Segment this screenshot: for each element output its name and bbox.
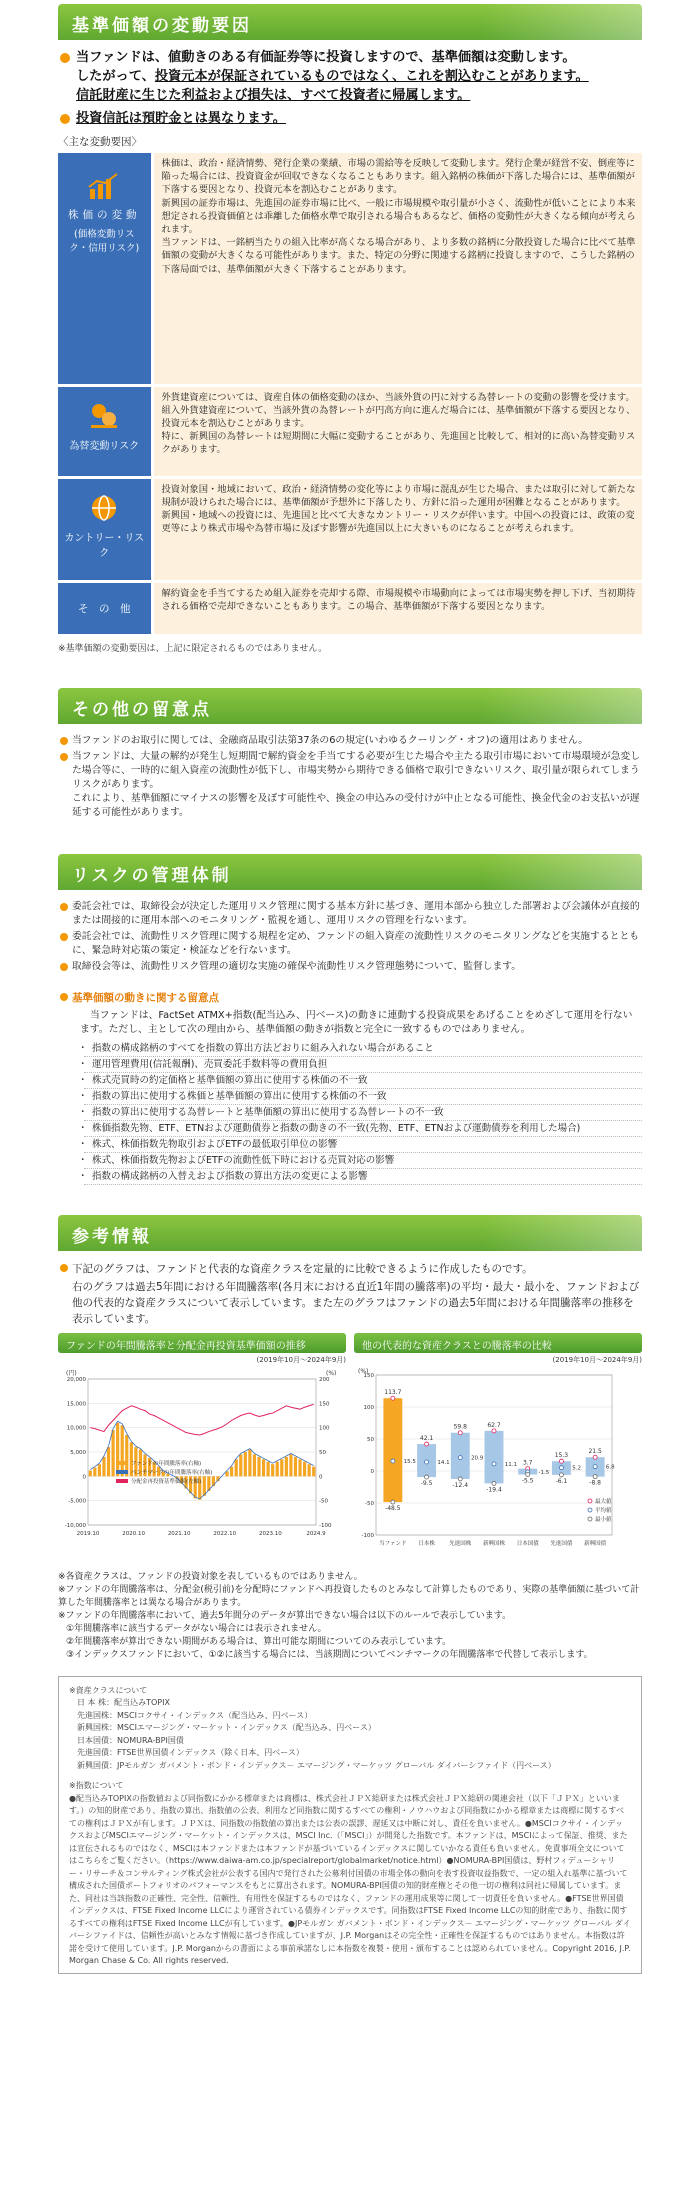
max-point xyxy=(593,1455,597,1459)
avg-label: 11.1 xyxy=(504,1461,518,1468)
reason-item: ・ 株式、株価指数先物取引およびETFの最低取引単位の影響 xyxy=(84,1137,642,1153)
left-chart-svg xyxy=(58,1365,346,1561)
y2-tick-label: 50 xyxy=(319,1449,326,1456)
risk-name: 株価の変動 xyxy=(68,209,141,221)
right-chart-title: 他の代表的な資産クラスとの騰落率の比較 xyxy=(354,1333,642,1353)
risk-row-other xyxy=(58,581,642,635)
risk-sub: (価格変動リスク・信用リスク) xyxy=(69,229,140,254)
min-point xyxy=(425,1475,429,1479)
footnote: ③インデックスファンドにおいて、①②に該当する場合には、当該期間についてベンチマークの年間騰落率で代替して表示します。 xyxy=(66,1649,593,1660)
asset-item: 先進国株：MSCIコクサイ・インデックス（配当込み、円ベース） xyxy=(77,1710,313,1720)
legend-marker xyxy=(588,1499,592,1503)
asset-item: 新興国株：MSCIエマージング・マーケット・インデックス（配当込み、円ベース） xyxy=(77,1723,376,1732)
charts-row xyxy=(58,1333,642,1565)
rm-item: 委託会社では、取締役会が決定した運用リスク管理に関する基本方針に基づき、運用本部から独立した部署および会議体が直接的または間接的に運用本部へのモニタリング・監視を通し、運用リスクの管理を行ないます。 xyxy=(58,900,642,928)
min-point xyxy=(526,1472,530,1476)
fund-return-bar xyxy=(102,1456,105,1475)
fund-return-bar xyxy=(262,1459,265,1476)
fine-text: ●配当込みTOPIXの指数値および同指数にかかる標章または商標は、株式会社ＪＰＸ総研または株式会社ＪＰＸ総研の関連会社（以下「ＪＰＸ」といいます。）の知的財産であり、指数の算出、指数値の公表、利用など同指数に関するすべての権利・ノウハウおよび同指数にかかる標章または商標に関するすべての権利はＪＰＸが有します。ＪＰＸは、同指数の指数値の算出または公表の誤謬、遅延又は中断に対し、責任を負いません。●MSCIコクサイ・インデックスおよびMSCIエマージング・マーケット・インデックスは、MSCI Inc.（「MSCI」）が開発した指数です。本ファンドは、MSCIによって保証、推奨、または宣伝されるものではなく、MSCIは本ファンドまたは本ファンドが基づいているインデックスに関していかなる責任も負いません。免責事項全文についてはこちらをご覧ください。（https://www.daiwa-am.co.jp/specialreport/globalmarket/notice.html）●NOMURA-BPI国債は、野村フィデューシャリー・リサーチ＆コンサルティング株式会社が公表する国内で発行された公募利付国債の市場全体の動向を表す投資収益指数で、一定の組入れ基準に基づいて構成された国債ポートフォリオのパフォーマンスをもとに算出されます。NOMURA-BPI国債の知的財産権とその他一切の権利は同社に帰属しています。また、同社は当該指数の正確性、完全性、信頼性、有用性を保証するものではなく、ファンドの運用成果等に関して一切責任を負いません。●FTSE世界国債インデックスは、FTSE Fixed Income LLCにより運営されている債券インデックスです。同指数はFTSE Fixed Income LLCの知的財産であり、指数に関するすべての権利はFTSE Fixed Income LLCが有しています。●JPモルガン ガバメント・ボンド・インデックス－ エマージング・マーケッツ グローバル ダイバーシファイドは、信頼性が高いとみなす情報に基づき作成していますが、J.P. Morganはその完全性・正確性を保証するものではありません。本指数は許諾を受けて使用しています。J.P. Morganからの書面による事前承諾なしに本指数を複製・使用・頒布することは認められていません。Copyright 2016, J.P. Morgan Chase & Co. All rights reserved. xyxy=(69,1793,631,1965)
max-label: 3.7 xyxy=(522,1459,533,1467)
section-header-other xyxy=(58,688,642,724)
ref-lead: 下記のグラフは、ファンドと代表的な資産クラスを定量的に比較できるように作成したものです。 xyxy=(58,1261,642,1277)
section-title: 参考情報 xyxy=(72,1226,152,1247)
legend-label: ファンドの年間騰落率(右軸) xyxy=(131,1460,202,1467)
category-label: 当ファンド xyxy=(379,1540,407,1547)
max-label: 15.3 xyxy=(554,1451,569,1459)
other-item: 当ファンドのお取引に関しては、金融商品取引法第37条の6の規定(いわゆるクーリング・オフ)の適用はありません。 xyxy=(58,734,642,748)
risk-row-fx xyxy=(58,385,642,477)
y-tick-label: 0 xyxy=(82,1473,86,1480)
fund-return-bar xyxy=(248,1449,251,1476)
legend-swatch xyxy=(116,1461,128,1465)
footnote: ①年間騰落率に該当するデータがない場合には表示されません。 xyxy=(66,1623,327,1634)
y-tick-label: 5,000 xyxy=(70,1449,86,1456)
x-tick-label: 2022.10 xyxy=(213,1530,237,1537)
category-label: 日本株 xyxy=(418,1540,435,1547)
x-tick-label: 2019.10 xyxy=(76,1530,100,1537)
fund-return-bar xyxy=(235,1459,238,1476)
avg-label: -1.5 xyxy=(538,1469,550,1476)
category-label: 新興国株 xyxy=(482,1540,506,1547)
reason-list xyxy=(58,1041,642,1185)
legend-marker xyxy=(588,1508,592,1512)
x-tick-label: 2021.10 xyxy=(167,1530,191,1537)
lead-2: 投資信託は預貯金とは異なります。 xyxy=(58,109,642,128)
reason-item: ・ 指数の算出に使用する為替レートと基準価額の算出に使用する為替レートの不一致 xyxy=(84,1105,642,1121)
currency-exchange-icon xyxy=(87,401,121,431)
legend-swatch xyxy=(116,1470,128,1474)
max-point xyxy=(559,1459,563,1463)
category-label: 日本国債 xyxy=(516,1540,539,1547)
reason-item: ・ 株価指数先物、ETF、ETNおよび運動債券と指数の動きの不一致(先物、ETF、ETNおよび運動債券を利用した場合) xyxy=(84,1121,642,1137)
y-tick-label: 100 xyxy=(363,1404,374,1411)
y2-tick-label: 150 xyxy=(319,1400,330,1407)
avg-point xyxy=(425,1459,429,1463)
fund-return-bar xyxy=(285,1456,288,1475)
max-label: 62.7 xyxy=(487,1421,501,1429)
y-tick-label: -100 xyxy=(361,1532,374,1539)
fund-return-bar xyxy=(89,1470,92,1476)
legend-label: 平均値 xyxy=(595,1507,612,1514)
fund-return-bar xyxy=(267,1461,270,1476)
min-label: -9.5 xyxy=(420,1479,433,1487)
max-label: 113.7 xyxy=(384,1388,402,1396)
asset-item: 先進国債：FTSE世界国債インデックス（除く日本、円ベース） xyxy=(77,1748,304,1757)
risk-note: ※基準価額の変動要因は、上記に限定されるものではありません。 xyxy=(58,643,328,654)
fund-return-bar xyxy=(294,1456,297,1475)
legend-label: ベンチマークの年間騰落率(右軸) xyxy=(131,1469,213,1476)
fund-return-bar xyxy=(121,1425,124,1476)
min-point xyxy=(458,1476,462,1480)
fine-title: ※資産クラスについて xyxy=(69,1685,148,1695)
fund-return-bar xyxy=(276,1461,279,1476)
y2-tick-label: -100 xyxy=(319,1522,332,1529)
fund-return-bar xyxy=(253,1454,256,1476)
other-item: 当ファンドは、大量の解約が発生し短期間で解約資金を手当てする必要が生じた場合や主たる取引市場において市場環境が急変した場合等に、一時的に組入資産の流動性が低下し、市場実勢から期待できる価格で取引できないリスク、取引量が限られてしまうリスクがあります。 これにより、基準価額にマイナスの影響を及ぼす可能性や、換金の申込みの受付けが中止となる可能性、換金代金のお支払いが遅延する可能性があります。 xyxy=(58,750,642,820)
avg-label: 15.5 xyxy=(403,1458,416,1465)
left-chart-title: ファンドの年間騰落率と分配金再投資基準価額の推移 xyxy=(58,1333,346,1353)
footnote: ※ファンドの年間騰落率において、過去5年間分のデータが算出できない場合は以下のルールで表示しています。 xyxy=(58,1610,512,1621)
chart-footnotes xyxy=(58,1571,642,1662)
range-bar xyxy=(485,1430,504,1483)
y-tick-label: -5,000 xyxy=(68,1498,86,1505)
max-point xyxy=(391,1396,395,1400)
min-label: -48.5 xyxy=(385,1504,401,1512)
section-header-risk-management xyxy=(58,854,642,890)
reason-item: ・ 指数の構成銘柄のすべてを指数の算出方法どおりに組み入れない場合があること xyxy=(84,1041,642,1057)
sub-label: 〈主な変動要因〉 xyxy=(58,136,142,148)
section-title: 基準価額の変動要因 xyxy=(72,16,252,36)
asset-item: 新興国債：JPモルガン ガバメント・ボンド・インデックス－ エマージング・マーケッツ グローバル ダイバーシファイド（円ベース） xyxy=(77,1760,556,1770)
avg-label: 20.9 xyxy=(471,1455,484,1462)
avg-point xyxy=(458,1455,462,1459)
fund-return-bar xyxy=(298,1459,301,1476)
asset-item: 日 本 株：配当込みTOPIX xyxy=(77,1698,170,1707)
left-chart xyxy=(58,1333,346,1565)
min-label: -12.4 xyxy=(452,1481,469,1489)
reason-item: ・ 株式売買時の約定価格と基準価額の算出に使用する株価の不一致 xyxy=(84,1073,642,1089)
y2-tick-label: 0 xyxy=(319,1473,323,1480)
fund-return-bar xyxy=(257,1456,260,1475)
category-label: 先進国債 xyxy=(550,1540,573,1547)
legend-label: 分配金再投資基準価額(左軸) xyxy=(131,1478,202,1485)
reason-item: ・ 指数の算出に使用する株価と基準価額の算出に使用する株価の不一致 xyxy=(84,1089,642,1105)
fund-return-bar xyxy=(289,1454,292,1476)
category-label: 先進国株 xyxy=(449,1540,472,1547)
rm-item: 委託会社では、流動性リスク管理に関する規程を定め、ファンドの組入資産の流動性リスクのモニタリングなどを実施するとともに、緊急時対応策の策定・検証などを行ないます。 xyxy=(58,930,642,958)
y-tick-label: 15,000 xyxy=(66,1400,86,1407)
risk-table xyxy=(58,153,642,637)
section-title: その他の留意点 xyxy=(72,699,212,720)
right-axis-unit: (%) xyxy=(326,1369,337,1377)
fund-return-bar xyxy=(239,1454,242,1476)
footnote: ※各資産クラスは、ファンドの投資対象を表しているものではありません。 xyxy=(58,1571,363,1582)
rm-item: 取締役会等は、流動性リスク管理の適切な実施の確保や流動性リスク管理態勢について、監督します。 xyxy=(58,960,642,974)
reason-item: ・ 運用管理費用(信託報酬)、売買委託手数料等の費用負担 xyxy=(84,1057,642,1073)
y-tick-label: -10,000 xyxy=(64,1522,86,1529)
y2-tick-label: -50 xyxy=(319,1498,328,1505)
section-title: リスクの管理体制 xyxy=(72,865,232,886)
max-label: 42.1 xyxy=(419,1434,434,1442)
y2-tick-label: 200 xyxy=(319,1376,330,1383)
section-header-volatility xyxy=(58,4,642,40)
avg-point xyxy=(391,1459,395,1463)
stock-chart-icon xyxy=(87,171,121,201)
fund-return-bar xyxy=(308,1464,311,1476)
category-label: 新興国債 xyxy=(584,1540,607,1547)
right-chart-period: (2019年10月～2024年9月) xyxy=(552,1355,642,1364)
left-axis-unit: (円) xyxy=(66,1369,77,1377)
fund-return-bar xyxy=(116,1422,119,1476)
min-label: -6.1 xyxy=(555,1477,568,1485)
avg-label: 6.8 xyxy=(605,1464,615,1471)
nav-note-text: 当ファンドは、FactSet ATMX+指数(配当込み、円ベース)の動きに連動する投資成果をあげることをめざして運用を行ないます。ただし、主として次の理由から、基準価額の動きが指数と完全に一致するものではありません。 xyxy=(80,1009,633,1035)
avg-point xyxy=(593,1464,597,1468)
max-point xyxy=(458,1430,462,1434)
x-tick-label: 2023.10 xyxy=(259,1530,282,1537)
y2-tick-label: 100 xyxy=(319,1425,330,1432)
range-bar xyxy=(383,1398,402,1502)
max-label: 59.8 xyxy=(453,1423,467,1431)
avg-point xyxy=(559,1465,563,1469)
min-label: -8.8 xyxy=(589,1479,602,1487)
footnote: ※ファンドの年間騰落率は、分配金(税引前)を分配時にファンドへ再投資したものとみなして計算したものであり、実際の基準価額に基づいて計算した年間騰落率とは異なる場合があります。 xyxy=(58,1584,640,1608)
asset-list xyxy=(69,1697,631,1772)
min-point xyxy=(391,1500,395,1504)
right-chart-svg xyxy=(354,1365,642,1561)
min-point xyxy=(559,1472,563,1476)
x-tick-label: 2024.9 xyxy=(306,1530,326,1537)
axis-unit: (%) xyxy=(358,1367,369,1375)
fund-return-bar xyxy=(98,1464,101,1476)
y-tick-label: 20,000 xyxy=(66,1376,86,1383)
min-point xyxy=(593,1474,597,1478)
y-tick-label: 0 xyxy=(370,1468,374,1475)
x-tick-label: 2020.10 xyxy=(122,1530,145,1537)
footnote: ②年間騰落率が算出できない期間がある場合は、算出可能な期間についてのみ表示しています。 xyxy=(66,1636,452,1647)
fund-return-bar xyxy=(303,1461,306,1476)
avg-label: 5.2 xyxy=(572,1465,581,1472)
legend-label: 最大値 xyxy=(595,1498,612,1505)
fund-return-bar xyxy=(230,1466,233,1476)
lead-1: 当ファンドは、値動きのある有価証券等に投資しますので、基準価額は変動します。 したがって、投資元本が保証されているものではなく、これを割込むことがあります。 信託財産に生じた利益および損失は、すべて投資者に帰属します。 xyxy=(58,48,642,105)
max-point xyxy=(492,1428,496,1432)
risk-row-stock xyxy=(58,153,642,385)
reason-item: ・ 指数の構成銘柄の入替えおよび指数の算出方法の変更による影響 xyxy=(84,1169,642,1185)
risk-name: そ の 他 xyxy=(78,602,131,615)
fine-title: ※指数について xyxy=(69,1781,124,1790)
risk-text: 投資対象国・地域において、政治・経済情勢の変化等により市場に混乱が生じた場合、または取引に対して新たな規制が設けられた場合には、基準価額が予想外に下落したり、方針に沿った運用が困難となることがあります。 新興国・地域への投資には、先進国と比べて大きなカントリー・リスクが伴います。中国への投資には、政策の変更等により株式市場や為替市場に及ぼす影響が先進国以上に大きいものになることが考えられます。 xyxy=(152,477,642,581)
risk-text: 解約資金を手当てするため組入証券を売却する際、市場規模や市場動向によっては市場実勢を押し下げ、当初期待される価格で売却できないこともあります。この場合、基準価額が下落する要因となります。 xyxy=(152,581,642,635)
fine-print-box xyxy=(58,1676,642,1974)
risk-name: 為替変動リスク xyxy=(69,440,140,452)
risk-text: 株価は、政治・経済情勢、発行企業の業績、市場の需給等を反映して変動します。発行企業が経営不安、倒産等に陥った場合には、投資資金が回収できなくなることもあります。組入銘柄の株価が下落した場合には、基準価額が下落する要因となり、投資元本を割込むことがあります。 新興国の証券市場は、先進国の証券市場に比べ、一般に市場規模や取引量が小さく、流動性が低いことにより本来想定される投資価値とは乖離した価格水準で取引される場合もあるなど、価格の変動性が大きくなる傾向が考えられます。 当ファンドは、一銘柄当たりの組入比率が高くなる場合があり、より多数の銘柄に分散投資した場合に比べて基準価額の変動が大きくなる可能性があります。また、特定の分野に関連する銘柄に投資しますので、こうした銘柄の下落局面では、基準価額が大きく下落することがあります。 xyxy=(152,153,642,385)
fund-return-bar xyxy=(280,1459,283,1476)
max-label: 21.5 xyxy=(588,1447,602,1455)
min-label: -5.5 xyxy=(521,1477,534,1485)
left-chart-period: (2019年10月～2024年9月) xyxy=(256,1355,346,1364)
legend-label: 最小値 xyxy=(595,1516,612,1523)
fund-return-bar xyxy=(271,1464,274,1476)
fund-return-bar xyxy=(312,1466,315,1476)
y-tick-label: 10,000 xyxy=(66,1425,86,1432)
max-point xyxy=(425,1442,429,1446)
risk-row-country xyxy=(58,477,642,581)
fund-return-bar xyxy=(111,1430,114,1476)
avg-label: 14.1 xyxy=(437,1459,450,1466)
avg-point xyxy=(492,1461,496,1465)
nav-note-heading: 基準価額の動きに関する留意点 xyxy=(58,990,642,1005)
asset-item: 日本国債：NOMURA-BPI国債 xyxy=(77,1735,184,1745)
globe-icon xyxy=(87,493,121,523)
min-label: -19.4 xyxy=(486,1485,502,1493)
fund-return-bar xyxy=(203,1476,206,1495)
y-tick-label: 50 xyxy=(367,1436,374,1443)
right-chart xyxy=(354,1333,642,1565)
legend-marker xyxy=(588,1517,592,1521)
reason-item: ・ 株式、株価指数先物およびETFの流動性低下時における売買対応の影響 xyxy=(84,1153,642,1169)
fund-return-bar xyxy=(93,1467,96,1476)
risk-text: 外貨建資産については、資産自体の価格変動のほか、当該外貨の円に対する為替レートの変動の影響を受けます。組入外貨建資産について、当該外貨の為替レートが円高方向に進んだ場合には、基準価額が下落する要因となり、投資元本を割込むことがあります。 特に、新興国の為替レートは短期間に大幅に変動することがあり、先進国と比較して、相対的に高い為替変動リスクがあります。 xyxy=(152,385,642,477)
min-point xyxy=(492,1481,496,1485)
fund-return-bar xyxy=(107,1447,110,1476)
y-tick-label: 150 xyxy=(363,1372,374,1379)
risk-name: カントリー・リスク xyxy=(64,532,145,559)
y-tick-label: -50 xyxy=(365,1500,374,1507)
section-header-reference xyxy=(58,1215,642,1251)
ref-text: 右のグラフは過去5年間における年間騰落率(各月末における直近1年間の騰落率)の平均・最大・最小を、ファンドおよび他の代表的な資産クラスについて表示しています。また左のグラフはファンドの過去5年間における年間騰落率の推移を表示しています。 xyxy=(72,1280,640,1325)
fund-return-bar xyxy=(244,1452,247,1476)
legend-swatch xyxy=(116,1479,128,1483)
